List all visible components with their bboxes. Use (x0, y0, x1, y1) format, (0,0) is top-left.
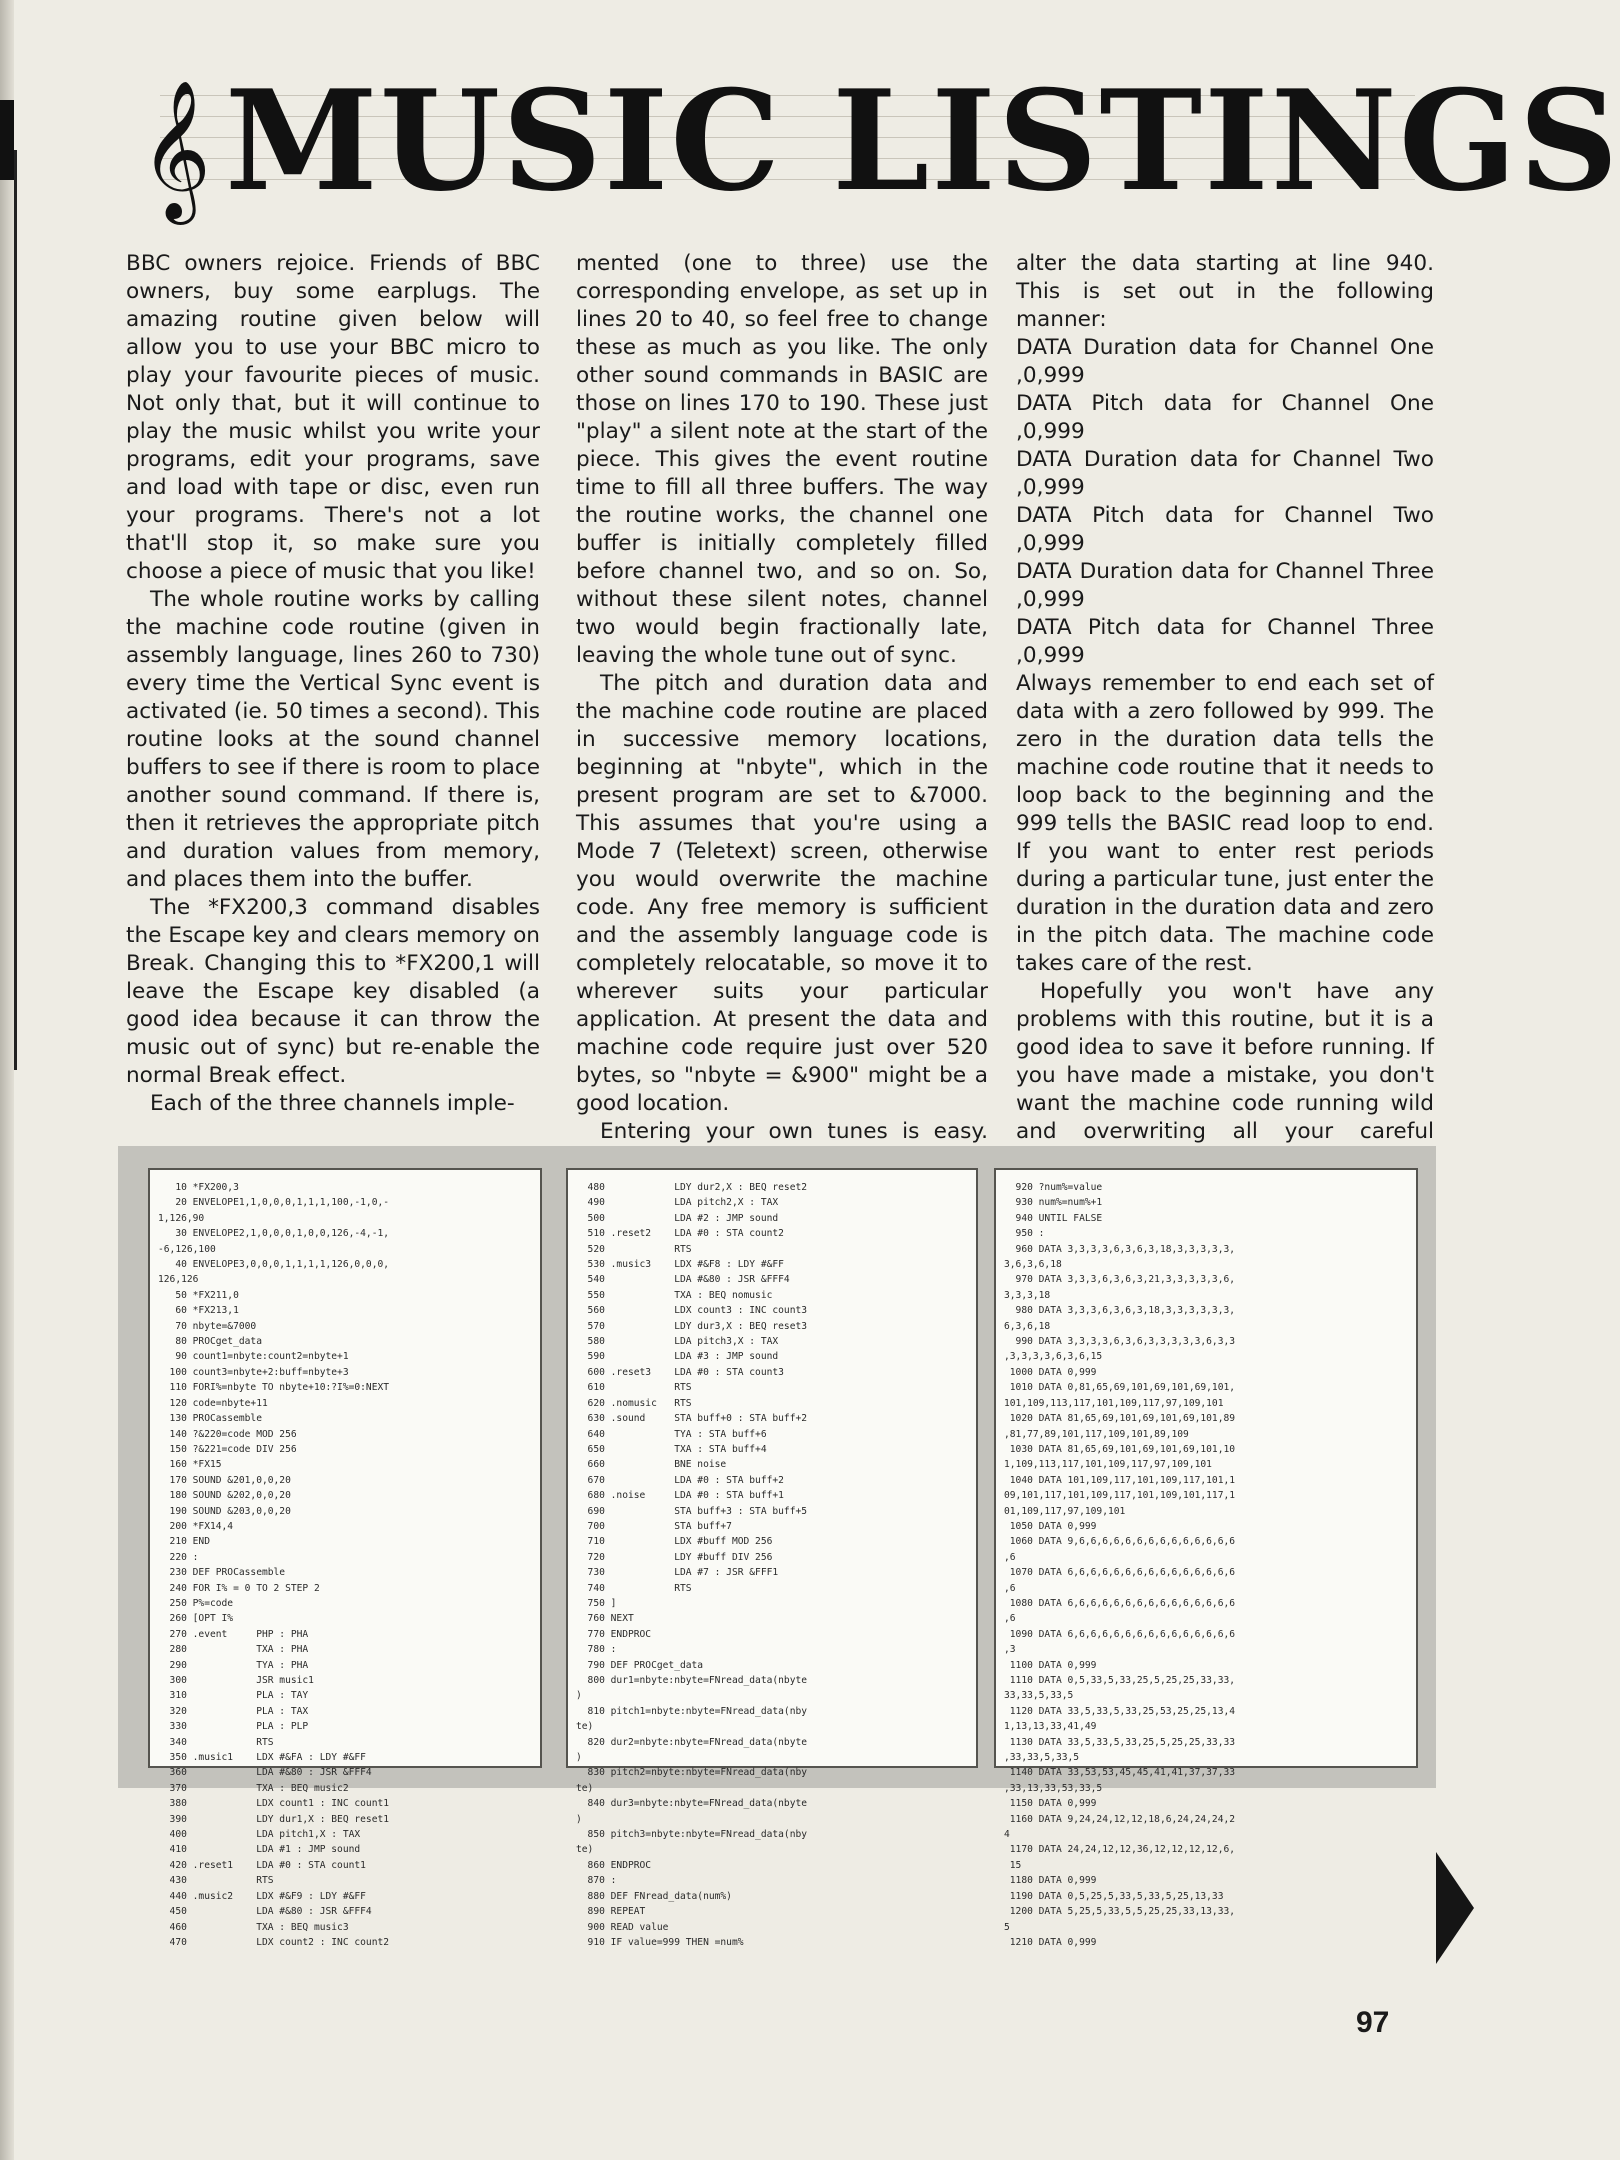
treble-clef-icon: 𝄞 (140, 80, 211, 219)
gutter-tab (0, 100, 14, 180)
paragraph: Always remember to end each set of data with a zero followed by 999. The zero in the duration data tells the machine code routine that it needs to loop back to the beginning and the 999 tells the BASIC read loop to end. If you want to enter rest periods during a particular tune, just enter the duration in the duration data and zero in the pitch data. The machine code takes care of the rest. (1016, 671, 1434, 976)
paragraph: The pitch and duration data and the machine code routine are placed in successive memory locations, beginning at "nbyte", which in the present program are set to &7000. This assumes that you're using a Mode 7 (Teletext) screen, otherwise you would overwrite the machine code. Any free memory is sufficient and the assembly language code is completely relocatable, so move it to wherever suits your particular application. At present the data and machine code require just over 520 bytes, so "nbyte = &900" might be a good location. (576, 671, 988, 1116)
paragraph: BBC owners rejoice. Friends of BBC owners, buy some earplugs. The amazing routine given below will allow you to use your BBC micro to play your favourite pieces of music. Not only that, but it will continue to play the music whilst you write your programs, edit your programs, save and load with tape or disc, even run your programs. There's not a lot that'll stop it, so make sure you choose a piece of music that you like! (126, 251, 540, 584)
paragraph: Entering your own tunes is easy. (600, 1119, 988, 1144)
text-column-2 (576, 250, 988, 1174)
program-listing-3 (994, 1168, 1418, 1948)
program-listing-1 (148, 1168, 542, 1948)
data-format-line: DATA Duration data for Channel Two ,0,999 (1016, 447, 1434, 500)
data-format-line: DATA Pitch data for Channel Three ,0,999 (1016, 615, 1434, 668)
paragraph: The whole routine works by calling the machine code routine (given in assembly language, lines 260 to 730) every time the Vertical Sync event is activated (ie. 50 times a second). This routine looks at the sound channel buffers to see if there is room to place another sound command. If there is, then it retrieves the appropriate pitch and duration values from memory, and places them into the buffer. (126, 587, 540, 892)
data-format-line: DATA Duration data for Channel Three ,0,999 (1016, 559, 1434, 612)
paragraph: Each of the three channels imple- (150, 1091, 515, 1116)
data-format-line: DATA Pitch data for Channel Two ,0,999 (1016, 503, 1434, 556)
text-column-1 (126, 250, 540, 1118)
program-listing-2 (566, 1168, 978, 1948)
text-column-3 (1016, 250, 1434, 1174)
data-format-line: DATA Duration data for Channel One ,0,999 (1016, 335, 1434, 388)
listing-code: 920 ?num%=value 930 num%=num%+1 940 UNTIL FALSE 950 : 960 DATA 3,3,3,3,6,3,6,3,18,3,3,3,3,3, 3,6,3,6,18 970 DATA 3,3,3,6,3,6,3,21,3,3,3,3,3,6, 3,3,3,18 980 DATA 3,3,3,6,3,6,3,18,3,3,3,3,3,3, 6,3,6,18 990 DATA 3,3,3,3,6,3,6,3,3,3,3,3,6,3,3 ,3,3,3,3,6,3,6,15 1000 DATA 0,999 1010 DATA 0,81,65,69,101,69,101,69,101, 101,109,113,117,101,109,117,97,109,101 1020 DATA 81,65,69,101,69,101,69,101,89 ,81,77,89,101,117,109,101,89,109 1030 DATA 81,65,69,101,69,101,69,101,10 1,109,113,117,101,109,117,97,109,101 1040 DATA 101,109,117,101,109,117,101,1 09,101,117,101,109,117,101,109,101,117,1 01,109,117,97,109,101 1050 DATA 0,999 1060 DATA 9,6,6,6,6,6,6,6,6,6,6,6,6,6,6 ,6 1070 DATA 6,6,6,6,6,6,6,6,6,6,6,6,6,6,6 ,6 1080 DATA 6,6,6,6,6,6,6,6,6,6,6,6,6,6,6 ,6 1090 DATA 6,6,6,6,6,6,6,6,6,6,6,6,6,6,6 ,3 1100 DATA 0,999 1110 DATA 0,5,33,5,33,25,5,25,25,33,33, 33,33,5,33,5 1120 DATA 33,5,33,5,33,25,53,25,25,13,4 1,13,13,33,41,49 1130 DATA 33,5,33,5,33,25,5,25,25,33,33 ,33,33,5,33,5 1140 DATA 33,53,53,45,45,41,41,37,37,33 ,33,13,33,53,33,5 1150 DATA 0,999 1160 DATA 9,24,24,12,12,18,6,24,24,24,2 4 1170 DATA 24,24,12,12,36,12,12,12,12,6, 15 1180 DATA 0,999 1190 DATA 0,5,25,5,33,5,33,5,25,13,33 1200 DATA 5,25,5,33,5,5,25,25,33,13,33, 5 1210 DATA 0,999 (1004, 1182, 1236, 1948)
paragraph: mented (one to three) use the corresponding envelope, as set up in lines 20 to 40, so feel free to change these as much as you like. The only other sound commands in BASIC are those on lines 170 to 190. These just "play" a silent note at the start of the piece. This gives the event routine time to fill all three buffers. The way the routine works, the channel one buffer is initially completely filled before channel two, and so on. So, without these silent notes, channel two would begin fractionally late, leaving the whole tune out of sync. (576, 251, 988, 668)
continue-arrow-icon (1436, 1852, 1474, 1964)
gutter-rule (14, 150, 17, 1070)
listing-code: 10 *FX200,3 20 ENVELOPE1,1,0,0,0,1,1,1,100,-1,0,- 1,126,90 30 ENVELOPE2,1,0,0,0,1,0,0,126,-4,-1, -6,126,100 40 ENVELOPE3,0,0,0,1,1,1,1,126,0,0,0, 126,126 50 *FX211,0 60 *FX213,1 70 nbyte=&7000 80 PROCget_data 90 count1=nbyte:count2=nbyte+1 100 count3=nbyte+2:buff=nbyte+3 110 FORI%=nbyte TO nbyte+10:?I%=0:NEXT 120 code=nbyte+11 130 PROCassemble 140 ?&220=code MOD 256 150 ?&221=code DIV 256 160 *FX15 170 SOUND &201,0,0,20 180 SOUND &202,0,0,20 190 SOUND &203,0,0,20 200 *FX14,4 210 END 220 : 230 DEF PROCassemble 240 FOR I% = 0 TO 2 STEP 2 250 P%=code 260 [OPT I% 270 .event PHP : PHA 280 TXA : PHA 290 TYA : PHA 300 JSR music1 310 PLA : TAY 320 PLA : TAX 330 PLA : PLP 340 RTS 350 .music1 LDX #&FA : LDY #&FF 360 LDA #&80 : JSR &FFF4 370 TXA : BEQ music2 380 LDX count1 : INC count1 390 LDY dur1,X : BEQ reset1 400 LDA pitch1,X : TAX 410 LDA #1 : JMP sound 420 .reset1 LDA #0 : STA count1 430 RTS 440 .music2 LDX #&F9 : LDY #&FF 450 LDA #&80 : JSR &FFF4 460 TXA : BEQ music3 470 LDX count2 : INC count2 (158, 1182, 390, 1948)
data-format-line: DATA Pitch data for Channel One ,0,999 (1016, 391, 1434, 444)
page-gutter (0, 0, 14, 2160)
page-title: MUSIC LISTINGS (225, 59, 1620, 222)
paragraph: alter the data starting at line 940. This is set out in the following manner: (1016, 251, 1434, 332)
paragraph: The *FX200,3 command disables the Escape key and clears memory on Break. Changing this to *FX200,1 will leave the Escape key disabled (a good idea because it can throw the music out of sync) but re-enable the normal Break effect. (126, 895, 540, 1088)
page-number: 97 (1356, 2006, 1390, 2039)
listing-code: 480 LDY dur2,X : BEQ reset2 490 LDA pitch2,X : TAX 500 LDA #2 : JMP sound 510 .reset2 LDA #0 : STA count2 520 RTS 530 .music3 LDX #&F8 : LDY #&FF 540 LDA #&80 : JSR &FFF4 550 TXA : BEQ nomusic 560 LDX count3 : INC count3 570 LDY dur3,X : BEQ reset3 580 LDA pitch3,X : TAX 590 LDA #3 : JMP sound 600 .reset3 LDA #0 : STA count3 610 RTS 620 .nomusic RTS 630 .sound STA buff+0 : STA buff+2 640 TYA : STA buff+6 650 TXA : STA buff+4 660 BNE noise 670 LDA #0 : STA buff+2 680 .noise LDA #0 : STA buff+1 690 STA buff+3 : STA buff+5 700 STA buff+7 710 LDX #buff MOD 256 720 LDY #buff DIV 256 730 LDA #7 : JSR &FFF1 740 RTS 750 ] 760 NEXT 770 ENDPROC 780 : 790 DEF PROCget_data 800 dur1=nbyte:nbyte=FNread_data(nbyte ) 810 pitch1=nbyte:nbyte=FNread_data(nby te) 820 dur2=nbyte:nbyte=FNread_data(nbyte ) 830 pitch2=nbyte:nbyte=FNread_data(nby te) 840 dur3=nbyte:nbyte=FNread_data(nbyte ) 850 pitch3=nbyte:nbyte=FNread_data(nby te) 860 ENDPROC 870 : 880 DEF FNread_data(num%) 890 REPEAT 900 READ value 910 IF value=999 THEN =num% (576, 1182, 808, 1948)
paragraph: Hopefully you won't have any problems with this routine, but it is a good idea to save it before running. If you have made a mistake, you don't want the machine code running wild and overwriting all your careful (1016, 979, 1434, 1144)
